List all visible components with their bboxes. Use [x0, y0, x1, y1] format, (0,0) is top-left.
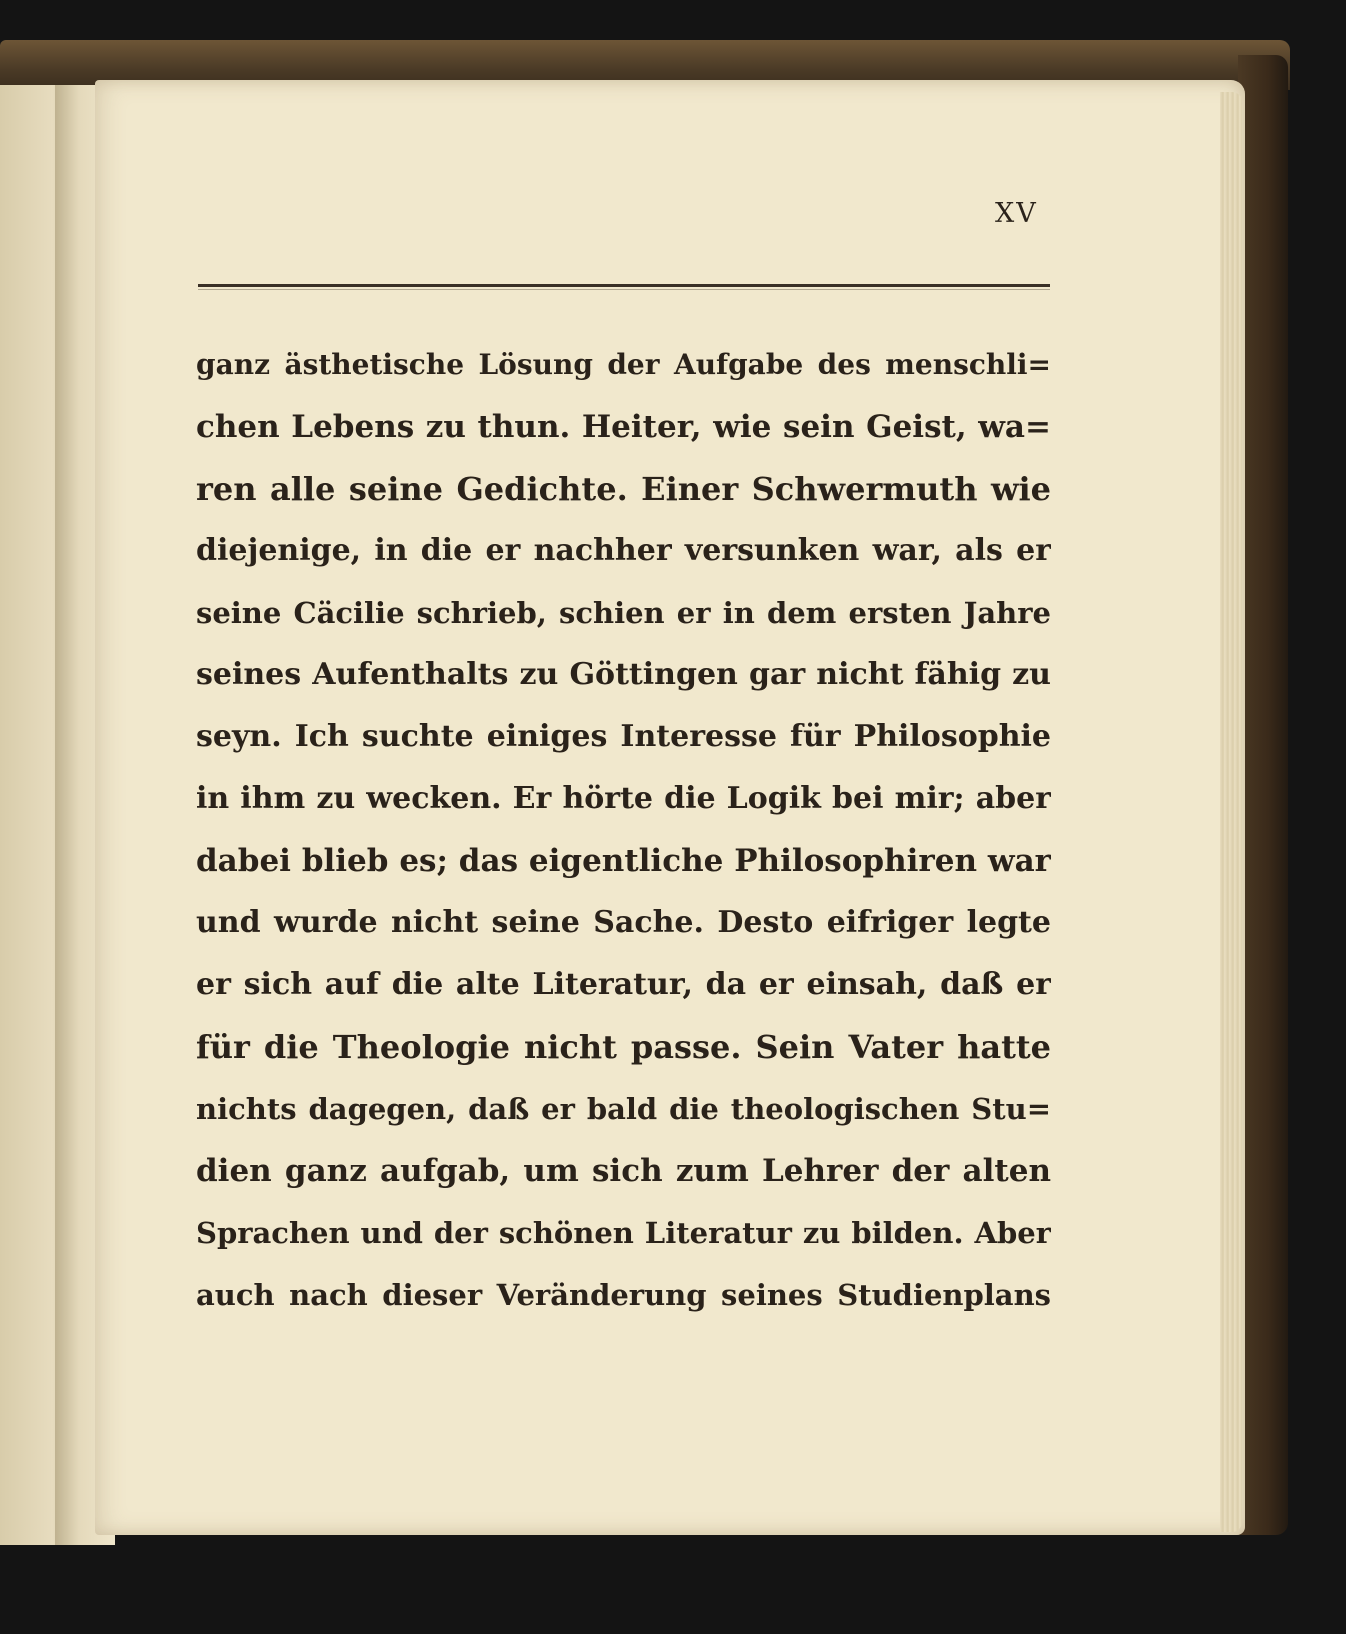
text-line: er sich auf die alte Literatur, da er einsah, daß er [196, 967, 1051, 1002]
book-cover-right [1238, 55, 1288, 1535]
text-line: in ihm zu wecken. Er hörte die Logik bei mir; aber [196, 781, 1051, 816]
text-line: nichts dagegen, daß er bald die theologischen Stu= [196, 1092, 1051, 1126]
text-line: für die Theologie nicht passe. Sein Vater hatte [196, 1028, 1051, 1066]
text-line: dabei blieb es; das eigentliche Philosophiren war [196, 843, 1051, 879]
text-line: ren alle seine Gedichte. Einer Schwermuth wie [196, 470, 1051, 508]
text-line: chen Lebens zu thun. Heiter, wie sein Geist, wa= [196, 409, 1051, 445]
text-line: seines Aufenthalts zu Göttingen gar nicht fähig zu [196, 657, 1051, 692]
text-line: ganz ästhetische Lösung der Aufgabe des menschli= [196, 348, 1051, 381]
page-edges [1220, 92, 1242, 1532]
text-line: Sprachen und der schönen Literatur zu bilden. Aber [196, 1216, 1051, 1250]
header-rule [198, 284, 1050, 287]
text-line: seyn. Ich suchte einiges Interesse für Philosophie [196, 719, 1051, 754]
text-line: auch nach dieser Veränderung seines Studienplans [196, 1278, 1051, 1312]
page-number: XV [995, 198, 1038, 229]
page-body-text [196, 334, 1051, 1326]
text-line: dien ganz aufgab, um sich zum Lehrer der alten [196, 1153, 1051, 1189]
text-line: seine Cäcilie schrieb, schien er in dem ersten Jahre [196, 596, 1051, 630]
text-line: diejenige, in die er nachher versunken war, als er [196, 533, 1051, 568]
text-line: und wurde nicht seine Sache. Desto eifriger legte [196, 905, 1051, 940]
